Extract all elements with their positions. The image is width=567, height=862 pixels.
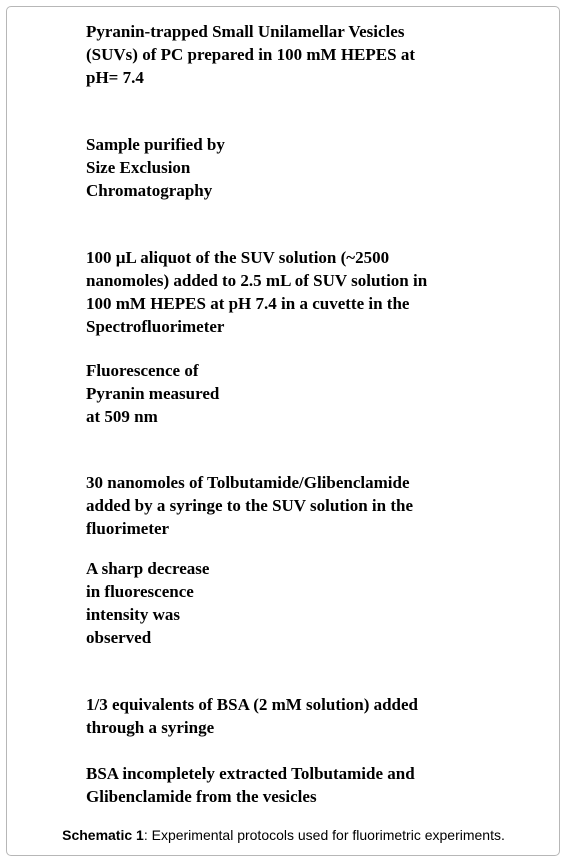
step-5-text: 30 nanomoles of Tolbutamide/Glibenclamide added by a syringe to the SUV solution in the fluorimeter bbox=[86, 473, 413, 538]
step-4-text: Fluorescence of Pyranin measured at 509 nm bbox=[86, 361, 220, 426]
step-2-text: Sample purified by Size Exclusion Chromatography bbox=[86, 135, 225, 200]
step-8-text: BSA incompletely extracted Tolbutamide and Glibenclamide from the vesicles bbox=[86, 764, 415, 806]
caption-text: : Experimental protocols used for fluorimetric experiments. bbox=[143, 827, 505, 843]
caption-label: Schematic 1 bbox=[62, 827, 144, 843]
step-7-text: 1/3 equivalents of BSA (2 mM solution) added through a syringe bbox=[86, 695, 419, 737]
figure-caption bbox=[0, 826, 567, 844]
step-6-text: A sharp decrease in fluorescence intensity was observed bbox=[86, 559, 210, 647]
step-3-text: 100 µL aliquot of the SUV solution (~2500 nanomoles) added to 2.5 mL of SUV solution in 100 mM HEPES at pH 7.4 in a cuvette in the Spectrofluorimeter bbox=[86, 248, 428, 336]
step-1-text: Pyranin-trapped Small Unilamellar Vesicles (SUVs) of PC prepared in 100 mM HEPES at pH= 7.4 bbox=[86, 22, 415, 87]
